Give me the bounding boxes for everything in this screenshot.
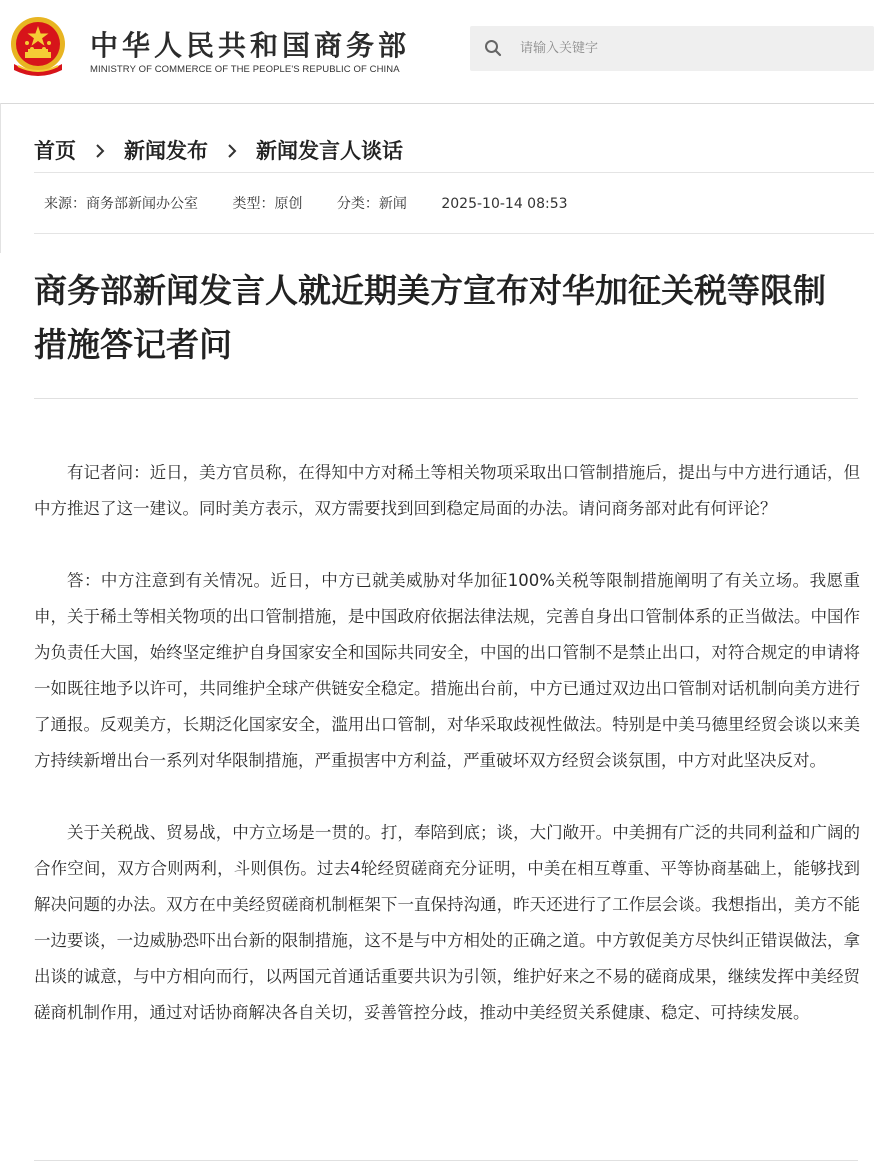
article-body [34,455,860,1067]
search-icon[interactable] [484,39,502,57]
bottom-divider [34,1160,858,1161]
breadcrumb-news-release[interactable]: 新闻发布 [124,139,208,163]
site-header [0,0,874,104]
article-title: 商务部新闻发言人就近期美方宣布对华加征关税等限制措施答记者问 [34,271,826,364]
search-input[interactable] [514,26,874,71]
breadcrumb-spokesperson[interactable]: 新闻发言人谈话 [256,139,403,163]
breadcrumb-home[interactable]: 首页 [34,139,76,163]
chevron-right-icon [208,141,256,160]
left-divider [0,103,1,253]
article-paragraph: 答：中方注意到有关情况。近日，中方已就美威胁对华加征100%关税等限制措施阐明了有关立场。我愿重申，关于稀土等相关物项的出口管制措施，是中国政府依据法律法规，完善自身出口管制体系的正当做法。中国作为负责任大国，始终坚定维护自身国家安全和国际共同安全，中国的出口管制不是禁止出口，对符合规定的申请将一如既往地予以许可，共同维护全球产供链安全稳定。措施出台前，中方已通过双边出口管制对话机制向美方进行了通报。反观美方，长期泛化国家安全，滥用出口管制，对华采取歧视性做法。特别是中美马德里经贸会谈以来美方持续新增出台一系列对华限制措施，严重损害中方利益，严重破坏双方经贸会谈氛围，中方对此坚决反对。 [34,571,860,770]
title-divider [34,398,858,399]
meta-category: 分类：新闻 [336,196,407,212]
chevron-right-icon [76,141,124,160]
national-emblem-icon[interactable] [8,16,68,80]
article-paragraph: 有记者问：近日，美方官员称，在得知中方对稀土等相关物项采取出口管制措施后，提出与中方进行通话，但中方推迟了这一建议。同时美方表示，双方需要找到回到稳定局面的办法。请问商务部对此有何评论？ [34,463,860,518]
meta-source: 来源：商务部新闻办公室 [44,196,198,212]
site-name-en: MINISTRY OF COMMERCE OF THE PEOPLE'S REPUBLIC OF CHINA [90,64,400,75]
breadcrumb [34,133,403,167]
article-paragraph: 关于关税战、贸易战，中方立场是一贯的。打，奉陪到底；谈，大门敞开。中美拥有广泛的共同利益和广阔的合作空间，双方合则两利，斗则俱伤。过去4轮经贸磋商充分证明，中美在相互尊重、平等协商基础上，能够找到解决问题的办法。双方在中美经贸磋商机制框架下一直保持沟通，昨天还进行了工作层会谈。我想指出，美方不能一边要谈，一边威胁恐吓出台新的限制措施，这不是与中方相处的正确之道。中方敦促美方尽快纠正错误做法，拿出谈的诚意，与中方相向而行，以两国元首通话重要共识为引领，维护好来之不易的磋商成果，继续发挥中美经贸磋商机制作用，通过对话协商解决各自关切，妥善管控分歧，推动中美经贸关系健康、稳定、可持续发展。 [34,823,860,1022]
site-name-cn[interactable]: 中华人民共和国商务部 [90,29,411,62]
search-box[interactable] [470,26,874,71]
article-meta [34,172,874,234]
meta-type: 类型：原创 [232,196,303,212]
meta-datetime: 2025-10-14 08:53 [441,196,568,212]
